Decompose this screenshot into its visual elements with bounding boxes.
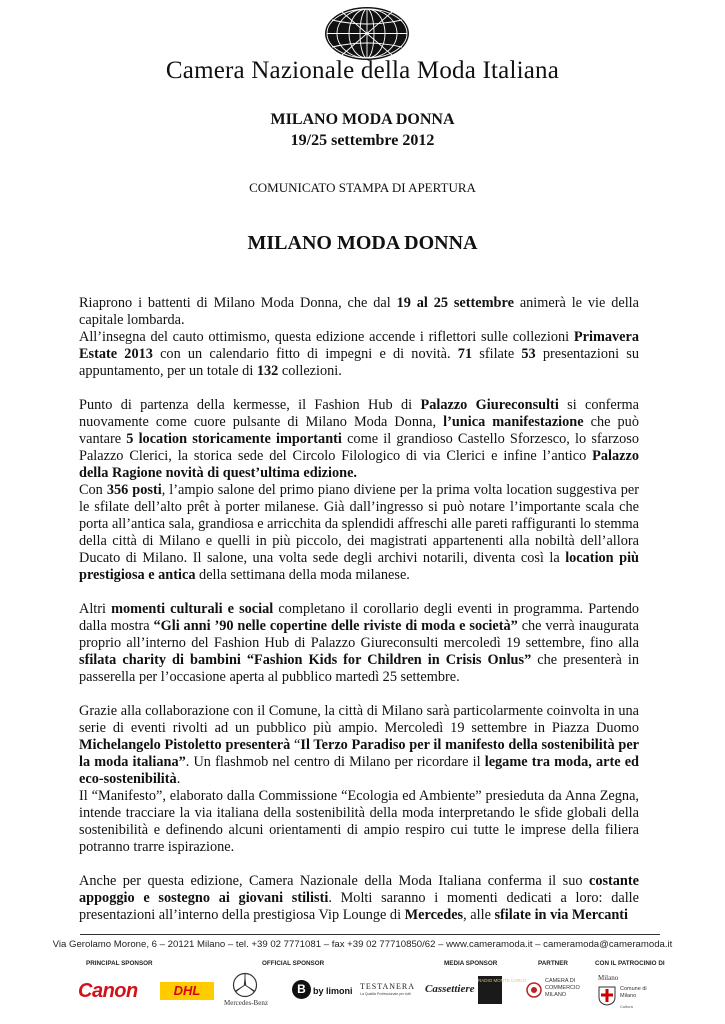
label-partner: PARTNER [538, 960, 568, 967]
text-run: che verrà inaugurata proprio all’interno del Fashion Hub di Palazzo Giureconsulti mercoledì 19 settembre, fino alla [79, 618, 639, 651]
bold-text-run: 19 al 25 settembre [396, 295, 514, 311]
document-title: MILANO MODA DONNA [247, 232, 478, 254]
text-run: “ [290, 737, 301, 753]
text-run: , l’ampio salone del primo piano diviene per la prima volta location suggestiva per le sfilate dell’alto prêt à porter milanese. Già dall’ingresso si può notare l’importante scala che porta all’antica sala, grandiosa e arricchita da splendidi affreschi alle pareti raffiguranti lo stemma della città di Milano e quelli in più piccolo, dei magistrati appartenenti alla nobiltà dell’allora Ducato di Milano. Il salone, una volta sede degli archivi notarili, diventa così la [79, 482, 639, 566]
testanera-tagline: La Qualità Professionale per tutti [360, 992, 411, 996]
bold-text-run: costante appoggio e sostegno ai giovani stilisti [79, 873, 639, 906]
bold-text-run: Palazzo Giureconsulti [420, 397, 559, 413]
bold-text-run: 71 [457, 346, 473, 362]
label-patrocinio: CON IL PATROCINIO DI [595, 960, 665, 967]
text-run: Riaprono i battenti di Milano Moda Donna, che dal [79, 295, 397, 311]
bold-text-run: sfilate in via Mercanti [494, 907, 629, 923]
bold-text-run: Il Terzo Paradiso per il manifesto della sostenibilità per la moda italiana” [79, 737, 640, 770]
text-run: Anche per questa edizione, Camera Nazionale della Moda Italiana conferma il suo [79, 873, 589, 889]
text-run: completano il corollario degli eventi in programma. Partendo dalla mostra [79, 601, 640, 634]
text-run: Il “Manifesto”, elaborato dalla Commissione “Ecologia ed Ambiente” presieduta da Anna Zegna, intende tracciare la via italiana della sostenibilità della moda interpretando le sfide globali della sostenibilità e definendo alcuni orientamenti di ampio respiro cui tutte le imprese della filiera potranno trarre ispirazione. [79, 788, 639, 855]
footer-divider [80, 934, 660, 935]
body-paragraph [79, 482, 639, 584]
event-title: MILANO MODA DONNA [270, 111, 455, 128]
paragraph-gap [79, 380, 639, 397]
paragraph-gap [79, 686, 639, 703]
b-limoni-icon: B [292, 980, 311, 999]
bold-text-run: Mercedes [404, 907, 464, 923]
text-run: che può vantare [79, 414, 639, 447]
paragraph-gap [79, 584, 639, 601]
mercedes-logo-text: Mercedes-Benz [224, 999, 268, 1007]
mercedes-star-icon [232, 972, 258, 998]
press-release-label: COMUNICATO STAMPA DI APERTURA [249, 180, 476, 195]
text-run: Punto di partenza della kermesse, il Fashion Hub di [79, 397, 421, 413]
body-paragraph [79, 703, 639, 788]
body-paragraph [79, 788, 639, 856]
comune-crest-icon [598, 986, 616, 1006]
text-run: con un calendario fitto di impegni e di novità. [152, 346, 458, 362]
text-run: Con [79, 482, 107, 498]
text-run: Altri [79, 601, 112, 617]
paragraph-gap [79, 856, 639, 873]
label-principal-sponsor: PRINCIPAL SPONSOR [86, 960, 153, 967]
body-paragraph [79, 397, 639, 482]
bold-text-run: Primavera Estate 2013 [79, 329, 639, 362]
document-body [79, 295, 639, 924]
bold-text-run: location più prestigiosa e antica [79, 550, 639, 583]
organization-name: Camera Nazionale della Moda Italiana [165, 57, 560, 84]
text-run: , alle [463, 907, 495, 923]
text-run: . Un flashmob nel centro di Milano per ricordare il [185, 754, 485, 770]
text-run: All’insegna del cauto ottimismo, questa edizione accende i riflettori sulle collezioni [79, 329, 574, 345]
bold-text-run: momenti culturali e social [111, 601, 274, 617]
body-paragraph [79, 601, 639, 686]
text-run: della settimana della moda milanese. [195, 567, 410, 583]
bold-text-run: l’unica manifestazione [443, 414, 584, 430]
bold-text-run: 5 location storicamente importanti [126, 431, 342, 447]
cnmi-globe-logo [324, 6, 410, 61]
bold-text-run: 356 posti [106, 482, 162, 498]
canon-logo: Canon [78, 980, 138, 1002]
text-run: sfilate [472, 346, 522, 362]
footer-address: Via Gerolamo Morone, 6 – 20121 Milano – tel. +39 02 7771081 – fax +39 02 77710850/62 – www.cameramoda.it – cameramoda@cameramoda.it [52, 939, 673, 950]
milano-label: Milano [598, 974, 619, 982]
b-limoni-logo-text: by limoni [313, 986, 353, 996]
comune-milano-text: Comune di Milano [620, 986, 647, 999]
label-official-sponsor: OFFICIAL SPONSOR [262, 960, 325, 967]
text-run: come il grandioso Castello Sforzesco, lo sfarzoso Palazzo Clerici, la storica sede del Circolo Filologico di via Clerici e infine l’antico [79, 431, 639, 464]
label-media-sponsor: MEDIA SPONSOR [444, 960, 498, 967]
bold-text-run: “Gli anni ’90 nelle copertine delle riviste di moda e società” [153, 618, 518, 634]
body-paragraph [79, 295, 639, 329]
body-paragraph [79, 329, 639, 380]
body-paragraph [79, 873, 639, 924]
text-run: . Molti saranno i momenti dedicati a loro: dalle presentazioni all’interno della prestigiosa Vip Lounge di [79, 890, 639, 923]
cultura-text: Cultura [620, 1004, 633, 1009]
text-run: presentazioni su appuntamento, per un totale di [79, 346, 639, 379]
text-run: . [176, 771, 181, 787]
text-run: si conferma nuovamente come cuore pulsante di Milano Moda Donna, [79, 397, 639, 430]
dhl-logo: DHL [160, 982, 214, 1000]
bold-text-run: legame tra moda, arte ed eco-sostenibilità [79, 754, 639, 787]
radio-monte-carlo-logo: RADIO MONTE CARLO [478, 976, 502, 1004]
cassettiere-logo: Cassettiere [425, 983, 475, 995]
event-dates: 19/25 settembre 2012 [290, 132, 435, 149]
testanera-logo: TESTANERA [360, 982, 416, 991]
bold-text-run: Palazzo della Ragione novità di quest’ultima edizione. [79, 448, 639, 481]
text-run: collezioni. [278, 363, 342, 379]
bold-text-run: Michelangelo Pistoletto presenterà [79, 737, 291, 753]
bold-text-run: 132 [256, 363, 279, 379]
bold-text-run: sfilata charity di bambini “Fashion Kids for Children in Crisis Onlus” [79, 652, 532, 668]
camera-commercio-icon [526, 982, 542, 998]
text-run: Grazie alla collaborazione con il Comune, la città di Milano sarà particolarmente coinvolta in una serie di eventi rivolti ad un pubblico più ampio. Mercoledì 19 settembre in Piazza Duomo [79, 703, 639, 736]
camera-commercio-logo-text: CAMERA DI COMMERCIO MILANO [545, 978, 580, 998]
text-run: che presenterà in passerella per l’occasione aperta al pubblico martedì 25 settembre. [79, 652, 640, 685]
text-run: animerà le vie della capitale lombarda. [79, 295, 640, 328]
bold-text-run: 53 [521, 346, 536, 362]
